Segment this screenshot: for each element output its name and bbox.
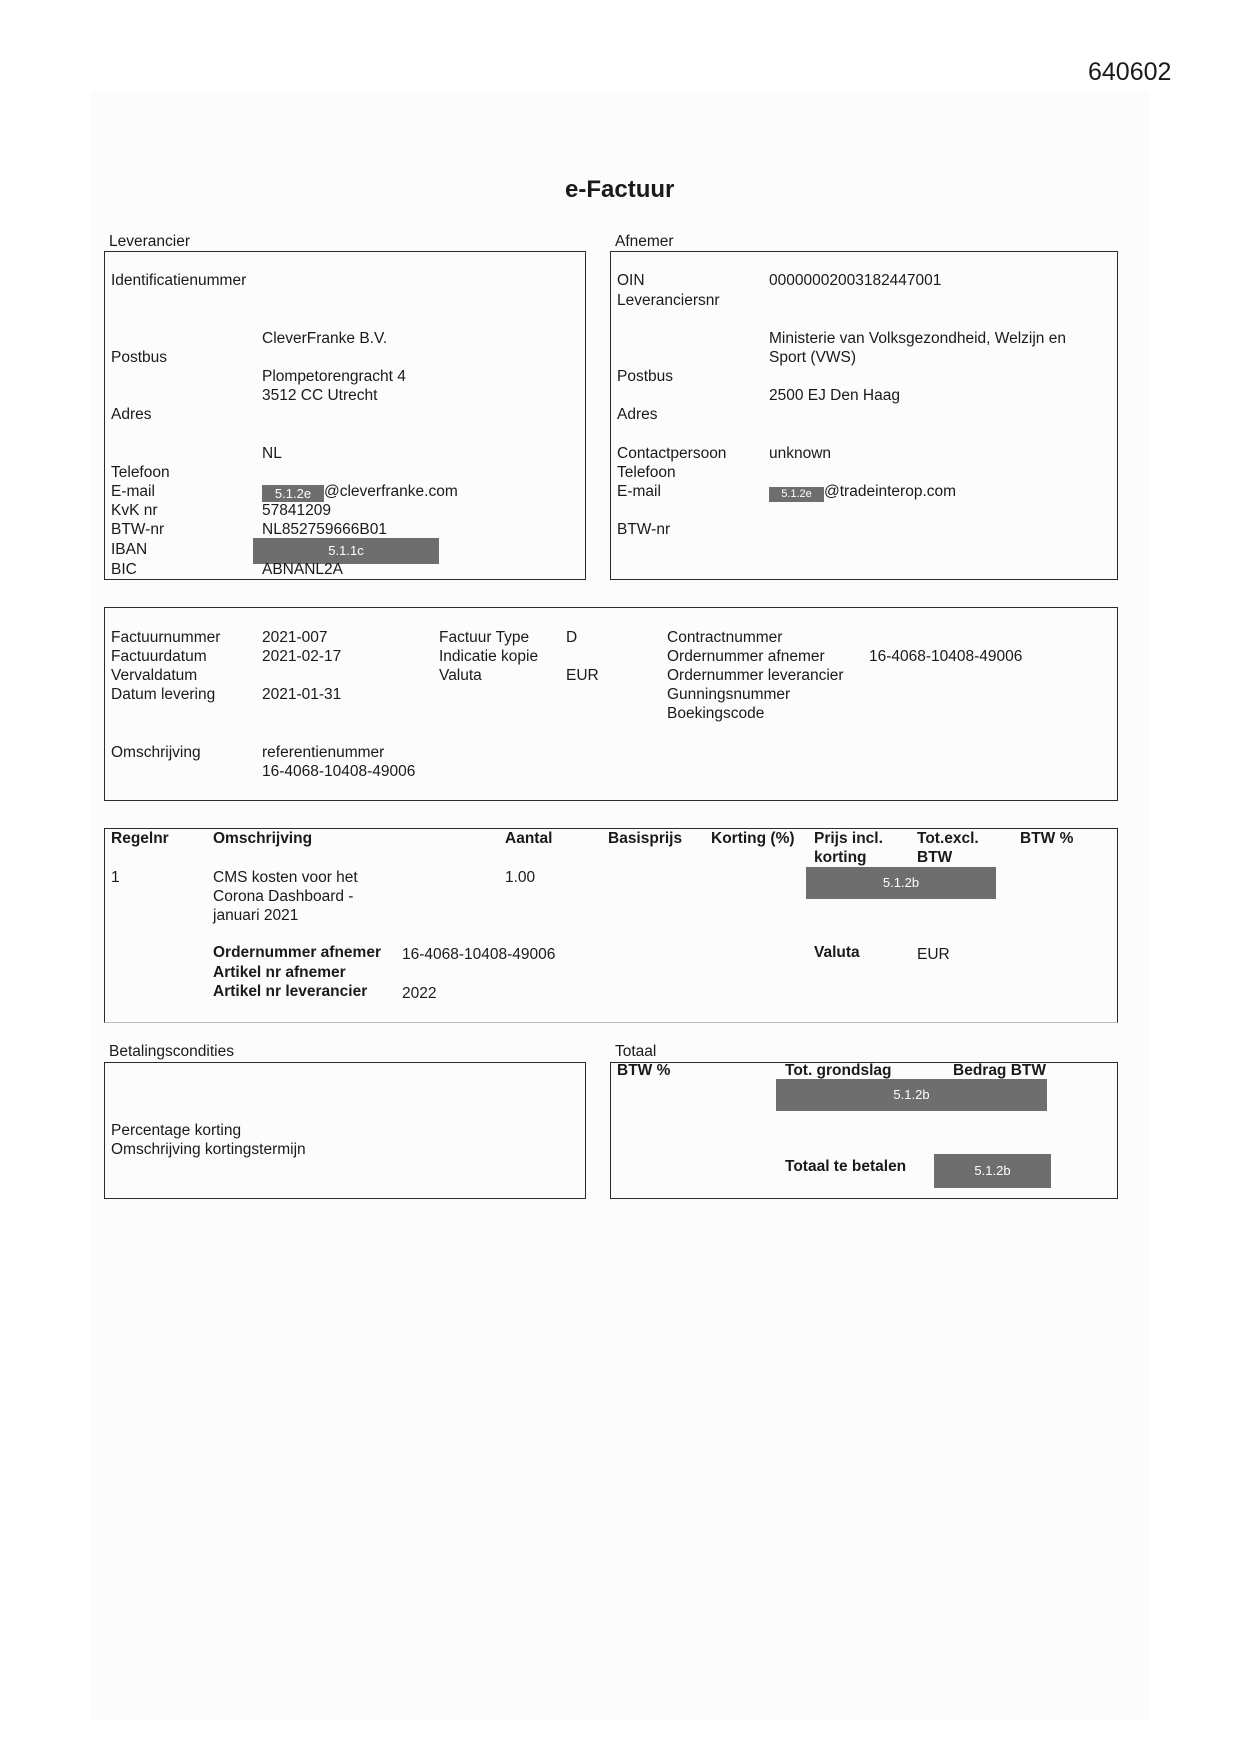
customer-section-label: Afnemer <box>615 233 674 250</box>
supplier-btw-label: BTW-nr <box>111 521 165 538</box>
totals-total-redaction: 5.1.2b <box>934 1154 1051 1188</box>
customer-adres-label: Adres <box>617 406 658 423</box>
customer-email-label: E-mail <box>617 483 661 500</box>
supplier-id-label: Identificatienummer <box>111 272 247 289</box>
supplier-section-label: Leverancier <box>109 233 190 250</box>
invoice-type-label: Factuur Type <box>439 629 530 646</box>
invoice-number: 2021-007 <box>262 629 328 646</box>
customer-postbus-label: Postbus <box>617 368 674 385</box>
customer-email-domain: @tradeinterop.com <box>824 483 957 500</box>
invoice-currency-label: Valuta <box>439 667 482 684</box>
col-korting: Korting (%) <box>711 830 795 847</box>
invoice-delivery-label: Datum levering <box>111 686 216 703</box>
row-desc-line1: CMS kosten voor het <box>213 869 358 886</box>
supplier-email-domain: @cleverfranke.com <box>324 483 458 500</box>
invoice-description-line2: 16-4068-10408-49006 <box>262 763 416 780</box>
invoice-booking-label: Boekingscode <box>667 705 765 722</box>
invoice-info-box <box>104 607 1118 801</box>
invoice-date: 2021-02-17 <box>262 648 342 665</box>
supplier-iban-label: IBAN <box>111 541 148 558</box>
col-regelnr: Regelnr <box>111 830 169 847</box>
invoice-description-label: Omschrijving <box>111 744 201 761</box>
invoice-copy-label: Indicatie kopie <box>439 648 539 665</box>
customer-email-redaction: 5.1.2e <box>769 487 824 502</box>
payment-section-label: Betalingscondities <box>109 1043 234 1060</box>
invoice-order-customer: 16-4068-10408-49006 <box>869 648 1023 665</box>
detail-order-value: 16-4068-10408-49006 <box>402 946 556 963</box>
supplier-kvk-label: KvK nr <box>111 502 158 519</box>
document-title: e-Factuur <box>565 176 675 203</box>
totals-te-betalen-label: Totaal te betalen <box>785 1158 907 1175</box>
col-tot-line1: Tot.excl. <box>917 830 979 847</box>
col-basisprijs: Basisprijs <box>608 830 683 847</box>
customer-oin: 00000002003182447001 <box>769 272 942 289</box>
supplier-btw: NL852759666B01 <box>262 521 387 538</box>
supplier-adres-label: Adres <box>111 406 152 423</box>
supplier-telefoon-label: Telefoon <box>111 464 170 481</box>
customer-leveranciersnr-label: Leveranciersnr <box>617 292 720 309</box>
totals-grondslag-label: Tot. grondslag <box>785 1062 892 1079</box>
totals-bedrag-label: Bedrag BTW <box>953 1062 1046 1079</box>
col-tot-line2: BTW <box>917 849 953 866</box>
supplier-email-redaction: 5.1.2e <box>262 485 324 502</box>
row-regelnr: 1 <box>111 869 120 886</box>
supplier-bic: ABNANL2A <box>262 561 343 578</box>
col-btw: BTW % <box>1020 830 1074 847</box>
totals-row-redaction: 5.1.2b <box>776 1079 1047 1111</box>
invoice-description-line1: referentienummer <box>262 744 385 761</box>
supplier-name: CleverFranke B.V. <box>262 330 388 347</box>
customer-city: 2500 EJ Den Haag <box>769 387 900 404</box>
supplier-city: 3512 CC Utrecht <box>262 387 378 404</box>
row-amount-redaction: 5.1.2b <box>806 867 996 899</box>
supplier-iban-redaction: 5.1.1c <box>253 538 439 564</box>
document-number: 640602 <box>1088 58 1172 86</box>
supplier-kvk: 57841209 <box>262 502 331 519</box>
supplier-street: Plompetorengracht 4 <box>262 368 406 385</box>
invoice-date-label: Factuurdatum <box>111 648 207 665</box>
col-omschrijving: Omschrijving <box>213 830 313 847</box>
invoice-number-label: Factuurnummer <box>111 629 221 646</box>
invoice-tender-label: Gunningsnummer <box>667 686 791 703</box>
row-aantal: 1.00 <box>505 869 536 886</box>
detail-art-leverancier-value: 2022 <box>402 985 437 1002</box>
col-prijs-line2: korting <box>814 849 867 866</box>
supplier-postbus-label: Postbus <box>111 349 168 366</box>
payment-korting-label: Percentage korting <box>111 1122 242 1139</box>
customer-name-line1: Ministerie van Volksgezondheid, Welzijn en <box>769 330 1066 347</box>
detail-valuta-label: Valuta <box>814 944 860 961</box>
invoice-order-supplier-label: Ordernummer leverancier <box>667 667 844 684</box>
col-aantal: Aantal <box>505 830 553 847</box>
invoice-order-customer-label: Ordernummer afnemer <box>667 648 825 665</box>
customer-oin-label: OIN <box>617 272 645 289</box>
invoice-currency: EUR <box>566 667 599 684</box>
totals-section-label: Totaal <box>615 1043 657 1060</box>
customer-contact-label: Contactpersoon <box>617 445 727 462</box>
totals-btw-label: BTW % <box>617 1062 671 1079</box>
customer-name-line2: Sport (VWS) <box>769 349 856 366</box>
detail-order-label: Ordernummer afnemer <box>213 944 381 961</box>
supplier-email-label: E-mail <box>111 483 155 500</box>
supplier-bic-label: BIC <box>111 561 137 578</box>
payment-termijn-label: Omschrijving kortingstermijn <box>111 1141 306 1158</box>
customer-contact: unknown <box>769 445 832 462</box>
detail-art-afnemer-label: Artikel nr afnemer <box>213 964 346 981</box>
invoice-type: D <box>566 629 578 646</box>
customer-telefoon-label: Telefoon <box>617 464 676 481</box>
row-desc-line3: januari 2021 <box>213 907 299 924</box>
col-prijs-line1: Prijs incl. <box>814 830 883 847</box>
detail-art-leverancier-label: Artikel nr leverancier <box>213 983 368 1000</box>
row-desc-line2: Corona Dashboard - <box>213 888 354 905</box>
invoice-delivery: 2021-01-31 <box>262 686 342 703</box>
invoice-due-label: Vervaldatum <box>111 667 198 684</box>
invoice-contract-label: Contractnummer <box>667 629 783 646</box>
detail-valuta-value: EUR <box>917 946 950 963</box>
customer-btw-label: BTW-nr <box>617 521 671 538</box>
supplier-country: NL <box>262 445 282 462</box>
